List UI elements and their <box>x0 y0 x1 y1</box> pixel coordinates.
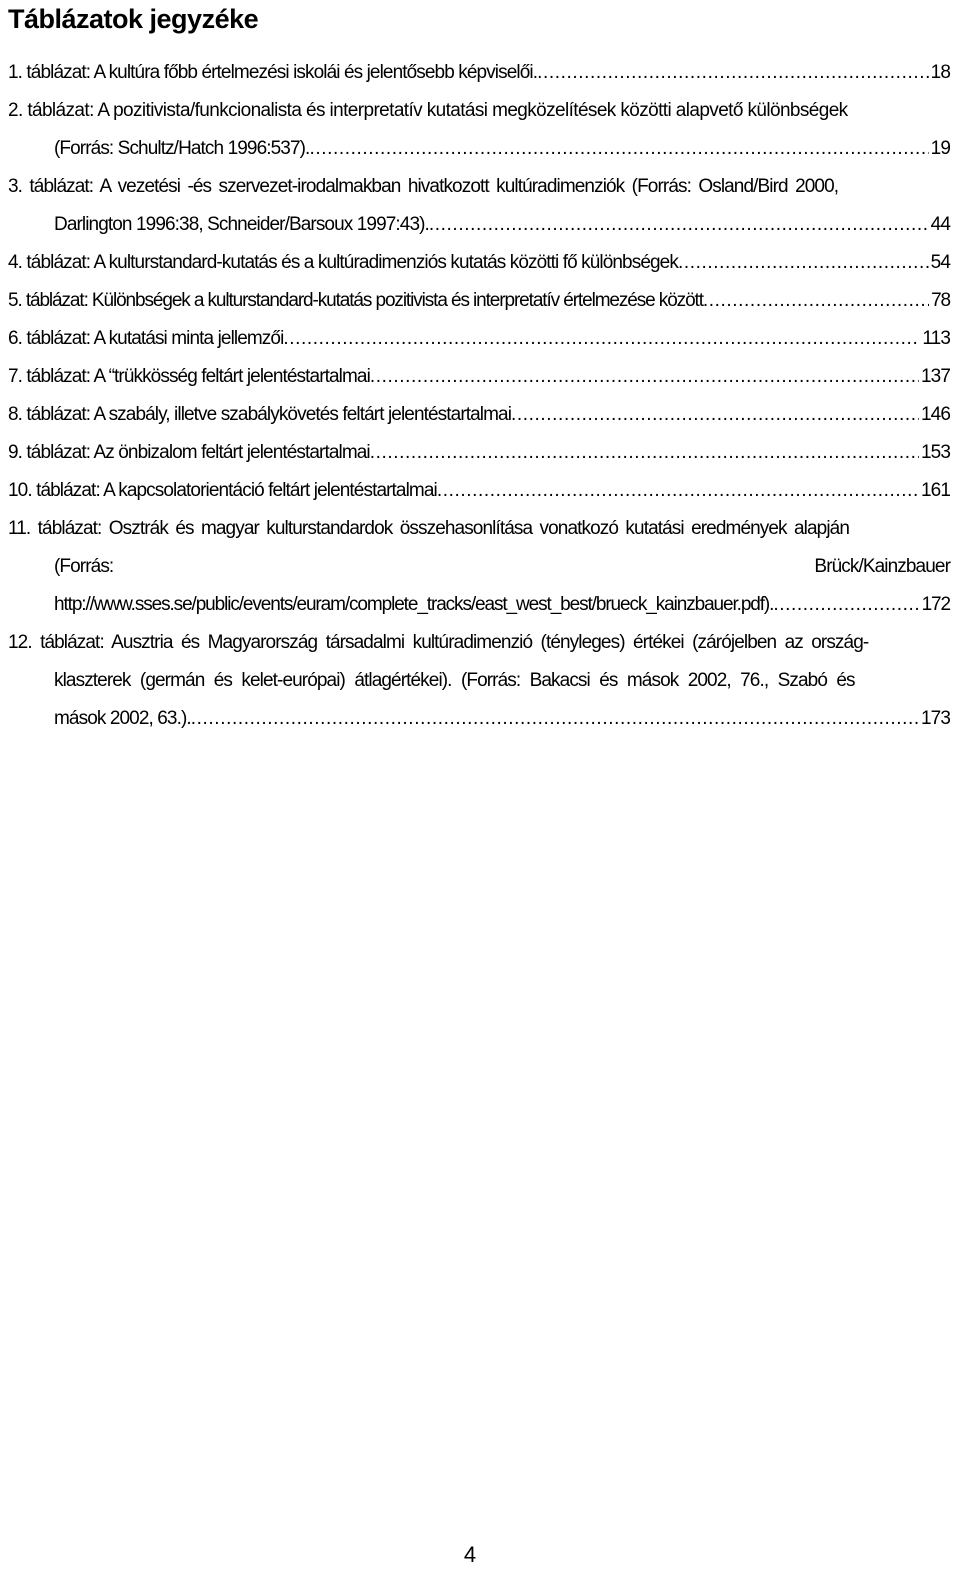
dot-leader <box>429 206 929 244</box>
toc-entry-text: 5. táblázat: Különbségek a kulturstandard-kutatás pozitivista és interpretatív értelmezése között <box>8 290 703 311</box>
toc-page-number: 146 <box>920 404 950 425</box>
toc-entry-text: 6. táblázat: A kutatási minta jellemzői <box>8 328 284 349</box>
toc-entry-text: (Forrás: <box>54 556 114 577</box>
dot-leader <box>678 244 929 282</box>
toc-page-number: 161 <box>920 480 950 501</box>
toc-entry-10[interactable] <box>8 472 950 510</box>
toc-entry-text: 3. táblázat: A vezetési -és szervezet-irodalmakban hivatkozott kultúradimenziók (Forrás: Osland/Bird 2000, <box>8 176 839 197</box>
page-number: 4 <box>463 1542 477 1567</box>
toc-page-number: 54 <box>930 252 950 273</box>
toc-entry-4[interactable] <box>8 244 950 282</box>
table-of-contents <box>8 54 950 738</box>
dot-leader <box>191 700 919 738</box>
toc-entry-5[interactable] <box>8 282 950 320</box>
toc-entry-text: 10. táblázat: A kapcsolatorientáció feltárt jelentéstartalmai <box>8 480 437 501</box>
dot-leader <box>283 320 920 358</box>
toc-entry-1[interactable] <box>8 54 950 92</box>
toc-entry-text: 1. táblázat: A kultúra főbb értelmezési iskolái és jelentősebb képviselői. <box>8 62 538 83</box>
toc-page-number: 153 <box>920 442 950 463</box>
toc-page-number: 44 <box>930 214 950 235</box>
toc-page-number: 18 <box>930 62 950 83</box>
dot-leader <box>773 586 919 624</box>
toc-page-number: 19 <box>930 138 950 159</box>
toc-entry-text: Brück/Kainzbauer <box>814 556 950 577</box>
toc-entry-text: mások 2002, 63.). <box>54 708 191 729</box>
toc-entry-text: 8. táblázat: A szabály, illetve szabálykövetés feltárt jelentéstartalmai <box>8 404 512 425</box>
page-title: Táblázatok jegyzéke <box>8 4 259 34</box>
toc-entry-text: Darlington 1996:38, Schneider/Barsoux 1997:43). <box>54 214 429 235</box>
toc-entry-text: 11. táblázat: Osztrák és magyar kulturstandardok összehasonlítása vonatkozó kutatási eredmények alapján <box>8 518 849 539</box>
toc-entry-11[interactable] <box>8 510 950 624</box>
dot-leader <box>537 54 929 92</box>
toc-entry-8[interactable] <box>8 396 950 434</box>
dot-leader <box>703 282 929 320</box>
toc-entry-2[interactable] <box>8 92 950 168</box>
toc-entry-text: 4. táblázat: A kulturstandard-kutatás és a kultúradimenziós kutatás közötti fő különbségek <box>8 252 678 273</box>
toc-entry-7[interactable] <box>8 358 950 396</box>
toc-page-number: 113 <box>922 328 950 349</box>
toc-entry-12[interactable] <box>8 624 950 738</box>
toc-entry-text: 7. táblázat: A “trükkösség feltárt jelentéstartalmai <box>8 366 370 387</box>
dot-leader <box>370 434 919 472</box>
dot-leader <box>370 358 919 396</box>
toc-entry-6[interactable] <box>8 320 950 358</box>
toc-entry-text: (Forrás: Schultz/Hatch 1996:537). <box>54 138 310 159</box>
toc-page-number: 137 <box>920 366 950 387</box>
toc-entry-text: 9. táblázat: Az önbizalom feltárt jelentéstartalmai <box>8 442 370 463</box>
toc-entry-text: klaszterek (germán és kelet-európai) átlagértékei). (Forrás: Bakacsi és mások 2002, 76., Szabó és <box>54 670 855 691</box>
toc-page-number: 78 <box>931 290 950 311</box>
toc-entry-text: 12. táblázat: Ausztria és Magyarország társadalmi kultúradimenzió (tényleges) értékei (zárójelben az ország- <box>8 632 869 653</box>
dot-leader <box>437 472 919 510</box>
dot-leader <box>309 130 928 168</box>
toc-entry-text: 2. táblázat: A pozitivista/funkcionalista és interpretatív kutatási megközelítések közötti alapvető különbségek <box>8 100 848 121</box>
toc-link-url[interactable]: http://www.sses.se/public/events/euram/complete_tracks/east_west_best/brueck_kainzbauer.pdf). <box>54 594 774 615</box>
dot-leader <box>511 396 919 434</box>
toc-entry-9[interactable] <box>8 434 950 472</box>
toc-entry-3[interactable] <box>8 168 950 244</box>
toc-page-number: 172 <box>921 594 950 615</box>
toc-page-number: 173 <box>920 708 950 729</box>
